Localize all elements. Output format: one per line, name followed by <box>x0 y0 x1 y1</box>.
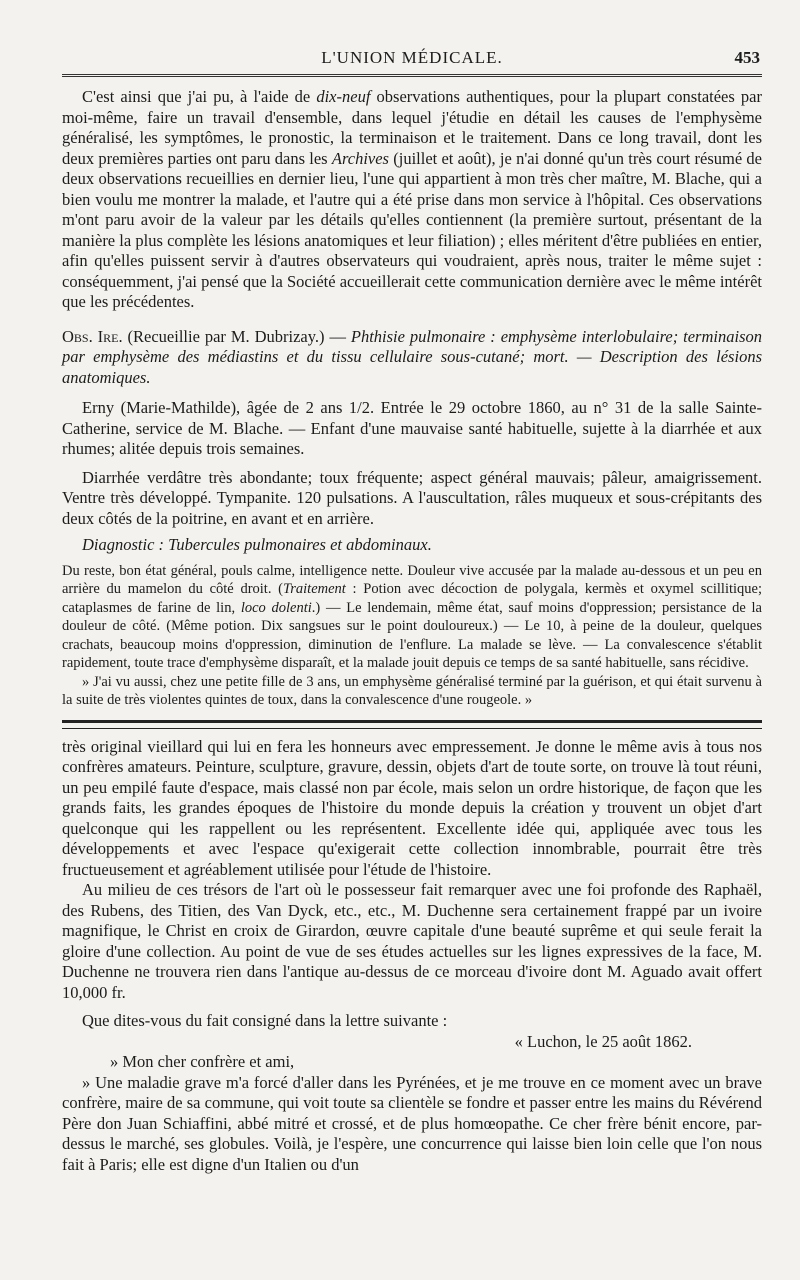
letter-paragraph: » Une maladie grave m'a forcé d'aller dans les Pyrénées, et je me trouve en ce moment avec un brave confrère, maire de sa commune, qui voit toute sa clientèle se fondre et passer entre les mains du Révérend Père don Juan Schiaffini, abbé mitré et crossé, et de plus homœopathe. Ce cher frère bénit encore, par-dessus le marché, ses globules. Voilà, je l'espère, une concurrence qui laisse bien loin celle que l'on nous fait à Paris; elle est digne d'un Italien ou d'un <box>62 1072 762 1174</box>
small-emphasis-1: Traitement <box>283 581 346 597</box>
diagnostic-line: Diagnostic : Tubercules pulmonaires et abdominaux. <box>82 535 432 554</box>
letter-date: « Luchon, le 25 août 1862. <box>514 1031 692 1051</box>
paragraph-gap <box>62 460 762 468</box>
paragraph-gap <box>62 1003 762 1011</box>
small-text-2: : Potion avec décoction de polygala, kermès et oxymel scillitique; cataplasmes de farine de lin, <box>62 581 762 616</box>
letter-greeting: » Mon cher confrère et ami, <box>110 1052 295 1071</box>
observation-label: Obs. Ire. <box>62 326 123 346</box>
small-paragraph-1 <box>62 562 762 673</box>
observation-title <box>62 327 762 389</box>
small-print-section <box>62 562 762 710</box>
page-header <box>62 44 762 77</box>
intro-paragraph <box>62 87 762 313</box>
observation-author: (Recueillie par M. Dubrizay.) — <box>122 326 351 346</box>
small-paragraph-2: » J'ai vu aussi, chez une petite fille de 3 ans, un emphysème généralisé terminé par la guérison, et qui était survenu à la suite de très violentes quintes de toux, dans la convalescence d'une rougeole. » <box>62 673 762 708</box>
feuilleton-paragraph-3: Que dites-vous du fait consigné dans la lettre suivante : <box>82 1011 448 1030</box>
observation-paragraph-1: Erny (Marie-Mathilde), âgée de 2 ans 1/2. Entrée le 29 octobre 1860, au n° 31 de la salle Sainte-Catherine, service de M. Blache. — Enfant d'une mauvaise santé habituelle, sujette à la diarrhée et aux rhumes; alitée depuis trois semaines. <box>62 398 762 458</box>
main-article <box>62 87 762 556</box>
feuilleton-paragraph-2: Au milieu de ces trésors de l'art où le possesseur fait remarquer avec une foi profonde des Raphaël, des Rubens, des Titien, des Van Dyck, etc., etc., M. Duchenne sera certainement frappé par un ivoire magnifique, le Christ en croix de Girardon, œuvre capitale d'une beauté suprême et qui seule ferait la gloire d'une collection. Au point de vue de ses études actuelles sur les lignes expressives de la face, M. Duchenne ne trouvera rien dans l'antique au-dessus de ce morceau d'ivoire dont M. Aguado avait offert 10,000 fr. <box>62 880 762 1002</box>
intro-text-3: (juillet et août), je n'ai donné qu'un très court résumé de deux observations recueillies en dernier lieu, l'une qui appartient à mon très cher maître, M. Blache, qui a bien voulu me montrer la malade, et l'autre qui a été prise dans mon service à l'hôpital. Ces observations m'ont paru avoir de la valeur par les détails qu'elles contiennent (la première surtout, présentant de la manière la plus complète les lésions anatomiques et leur filiation) ; elles méritent d'être publiées en entier, afin qu'elles puissent servir à d'autres observateurs qui voudraient, après nous, traiter le même sujet : conséquemment, j'ai pensé que la Société accueillerait cette communication dernière avec le même intérêt que les précédentes. <box>62 148 762 311</box>
feuilleton-section <box>62 737 762 1176</box>
page-number: 453 <box>734 48 760 67</box>
small-text-1: Du reste, bon état général, pouls calme, intelligence nette. Douleur vive accusée par la malade au-dessous et un peu en arrière du mamelon du côté droit. ( <box>62 562 762 597</box>
observation-heading: Phthisie pulmonaire : emphysème interlobulaire; terminaison par emphysème des médiastins et du tissu cellulaire sous-cutané; mort. — Description des lésions anatomiques. <box>62 326 762 387</box>
intro-emphasis-1: dix-neuf <box>316 87 371 106</box>
intro-emphasis-2: Archives <box>331 148 389 168</box>
small-text-3: .) — Le lendemain, même état, sauf moins d'oppression; persistance de la douleur de côté. (Même potion. Dix sangsues sur le point douloureux.) — Le 10, à peine de la douleur, quelques crachats, beaucoup moins d'oppression, diminution de l'enflure. La malade se lève. — La convalescence s'établit rapidement, toute trace d'emphysème disparaît, et la malade jouit depuis ce temps de sa santé habituelle, sans récidive. <box>62 599 762 671</box>
observation-paragraph-2: Diarrhée verdâtre très abondante; toux fréquente; aspect général mauvais; pâleur, amaigrissement. Ventre très développé. Tympanite. 120 pulsations. A l'auscultation, râles muqueux et sous-crépitants des deux côtés de la poitrine, en avant et en arrière. <box>62 467 762 528</box>
running-title: L'UNION MÉDICALE. <box>321 48 503 67</box>
small-emphasis-2: loco dolenti <box>240 599 312 616</box>
intro-text-1: C'est ainsi que j'ai pu, à l'aide de <box>82 87 317 106</box>
feuilleton-divider <box>62 720 762 729</box>
feuilleton-paragraph-1: très original vieillard qui lui en fera les honneurs avec empressement. Je donne le même avis à tous nos confrères amateurs. Peinture, sculpture, gravure, dessin, objets d'art de toute sorte, on trouve là tout réuni, un peu empilé faute d'espace, mais classé non par école, mais selon un ordre historique, de façon que les grands faits, les grandes époques de l'histoire du monde depuis la création y trouvent un objet d'art quelconque qui les rappellent ou les représentent. Excellente idée qui, appliquée avec tous les développements et avec l'espace qu'exigerait cette collection innombrable, pourrait être très fructueusement et agréablement utilisée pour l'étude de l'histoire. <box>62 736 762 879</box>
intro-text-2: observations authentiques, pour la plupart constatées par moi-même, faire un travail d'ensemble, dans lequel j'étudie en détail les causes de l'emphysème généralisé, les symptômes, le pronostic, la terminaison et le traitement. Dans ce long travail, dont les deux premières parties ont paru dans les <box>62 87 762 168</box>
